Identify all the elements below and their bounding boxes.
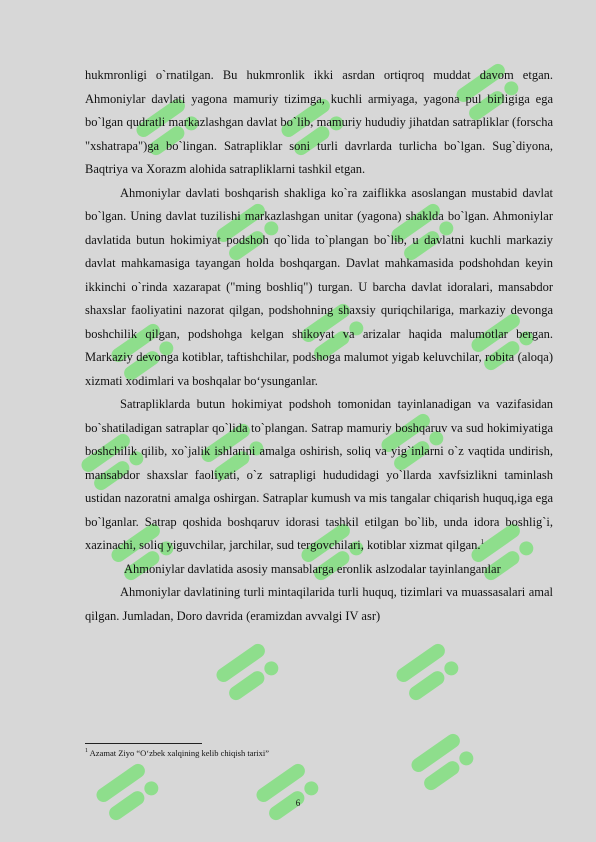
footnote xyxy=(85,746,269,759)
watermark-icon xyxy=(382,627,471,716)
footnote-divider xyxy=(85,743,202,744)
paragraph: Ahmoniylar davlatida asosiy mansablarga eronlik aslzodalar tayinlanganlar xyxy=(124,561,501,576)
watermark-icon xyxy=(202,627,291,716)
body-text xyxy=(85,64,553,628)
footnote-marker: 1 xyxy=(85,748,88,754)
paragraph: Ahmoniylar davlati boshqarish shakliga ko`ra zaiflikka asoslangan mustabid davlat bo`lgan. Uning davlat tuzilishi markazlashgan unitar (yagona) shaklda bo`lgan. Ahmoniylar davlatida butun hokimiyat podshoh qo`lida to`plangan bo`lib, u davlatni kuchli markaziy davlat mahkamasiga tayangan holda boshqargan. Davlat mahkamasida podshohdan keyin ikkinchi o`rinda xazarapat ("ming boshliq") turgan. U barcha davlat idoralari, mansabdor shaxslar faoliyatini nazorat qilgan, podshohning shaxsiy quriqchilariga, markaziy devonga boshchilik qilgan, podshohga kelgan shikoyat va arizalar haqida malumotlar bergan. Markaziy devonga kotiblar, taftishchilar, podshoga malumot yigab keluvchilar, robita (aloqa) xizmati xodimlari va boshqalar bo‘ysunganlar. xyxy=(85,185,553,388)
paragraph-text: Satrapliklarda butun hokimiyat podshoh tomonidan tayinlanadigan va vazifasidan bo`shatiladigan satraplar qo`lida to`plangan. Satrap mamuriy boshqaruv va sud hokimiyatiga boshchilik qilib, xo`jalik ishlarini amalga oshirish, soliq va yig`inlarni o`z vaqtida undirish, mansabdor shaxslar faoliyati, o`z satrapligi hududidagi yo`llarda xavfsizlikni taminlash ustidan nazoratni amalga oshirgan. Satraplar kumush va mis tangalar chiqarish huquq,iga ega bo`lganlar. Satrap qoshida boshqaruv idorasi tashkil etilgan bo`lib, unda idora boshlig`i, xazinachi, soliq yiguvchilar, jarchilar, sud tergovchilari, kotiblar xizmat qilgan. xyxy=(85,397,553,552)
footnote-text: Azamat Ziyo “O‘zbek xalqining kelib chiqish tarixi” xyxy=(89,747,270,758)
paragraph xyxy=(85,393,553,558)
paragraph: hukmronligi o`rnatilgan. Bu hukmronlik ikki asrdan ortiqroq muddat davom etgan. Ahmoniylar davlati yagona mamuriy tizimga, kuchli armiyaga, yagona pul birligiga ega bo`lgan qudratli markazlashgan davlat bo`lib, mamuriy hududiy jihatdan satrapliklar (forscha "xshatrapa")ga bo`lingan. Satrapliklar soni turli davrlarda turlicha bo`lgan. Sug`diyona, Baqtriya va Xorazm alohida satrapliklarni tashkil etgan. xyxy=(85,68,553,176)
footnote-ref[interactable]: 1 xyxy=(480,537,485,546)
paragraph: Ahmoniylar davlatining turli mintaqilarida turli huquq, tizimlari va muassasalari amal qilgan. Jumladan, Doro davrida (eramizdan avvalgi IV asr) xyxy=(85,585,553,623)
watermark-icon xyxy=(82,747,171,836)
page-number: 6 xyxy=(295,798,301,808)
watermark-icon xyxy=(242,747,331,836)
watermark-icon xyxy=(397,717,486,806)
